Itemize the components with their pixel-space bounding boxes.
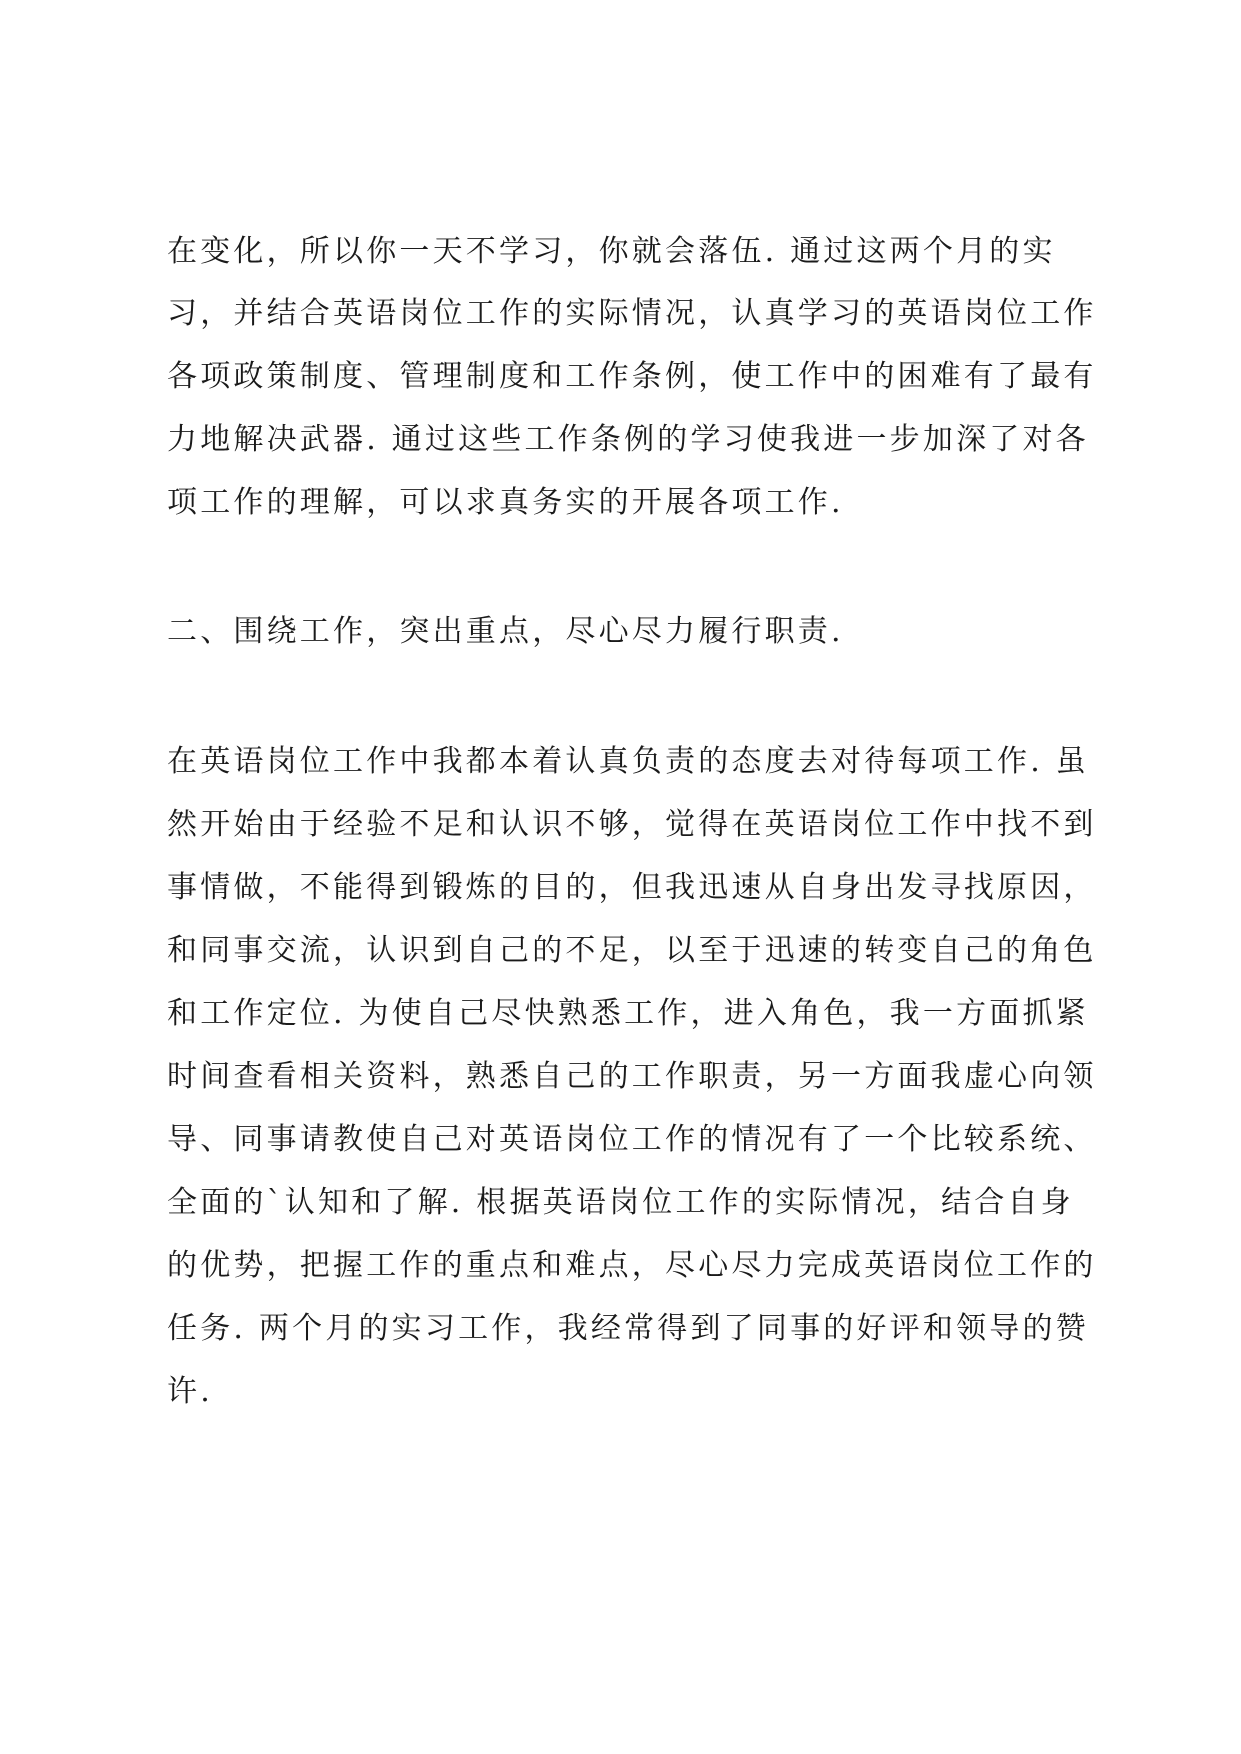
paragraph-1-line-5: 项工作的理解，可以求真务实的开展各项工作. <box>167 485 844 520</box>
paragraph-2-line-2: 然开始由于经验不足和认识不够，觉得在英语岗位工作中找不到 <box>167 807 1097 842</box>
paragraph-2-line-3: 事情做，不能得到锻炼的目的，但我迅速从自身出发寻找原因， <box>167 870 1097 905</box>
paragraph-2-line-1: 在英语岗位工作中我都本着认真负责的态度去对待每项工作. 虽 <box>167 744 1089 779</box>
paragraph-2-line-9: 的优势，把握工作的重点和难点，尽心尽力完成英语岗位工作的 <box>167 1248 1097 1283</box>
paragraph-2-line-7: 导、同事请教使自己对英语岗位工作的情况有了一个比较系统、 <box>167 1122 1097 1157</box>
paragraph-2-line-8: 全面的`认知和了解. 根据英语岗位工作的实际情况，结合自身 <box>167 1185 1074 1220</box>
paragraph-2-line-5: 和工作定位. 为使自己尽快熟悉工作，进入角色，我一方面抓紧 <box>167 996 1089 1031</box>
paragraph-1-line-1: 在变化，所以你一天不学习，你就会落伍. 通过这两个月的实 <box>167 234 1056 269</box>
paragraph-2-line-6: 时间查看相关资料，熟悉自己的工作职责，另一方面我虚心向领 <box>167 1059 1097 1094</box>
paragraph-2-line-4: 和同事交流，认识到自己的不足，以至于迅速的转变自己的角色 <box>167 933 1097 968</box>
paragraph-1-line-3: 各项政策制度、管理制度和工作条例，使工作中的困难有了最有 <box>167 359 1097 394</box>
paragraph-1-line-2: 习，并结合英语岗位工作的实际情况，认真学习的英语岗位工作 <box>167 296 1097 331</box>
paragraph-2-line-10: 任务. 两个月的实习工作，我经常得到了同事的好评和领导的赞 <box>167 1311 1089 1346</box>
section-heading-2: 二、围绕工作，突出重点，尽心尽力履行职责. <box>167 614 844 649</box>
paragraph-2-line-11: 许. <box>167 1374 213 1409</box>
paragraph-1-line-4: 力地解决武器. 通过这些工作条例的学习使我进一步加深了对各 <box>167 422 1089 457</box>
